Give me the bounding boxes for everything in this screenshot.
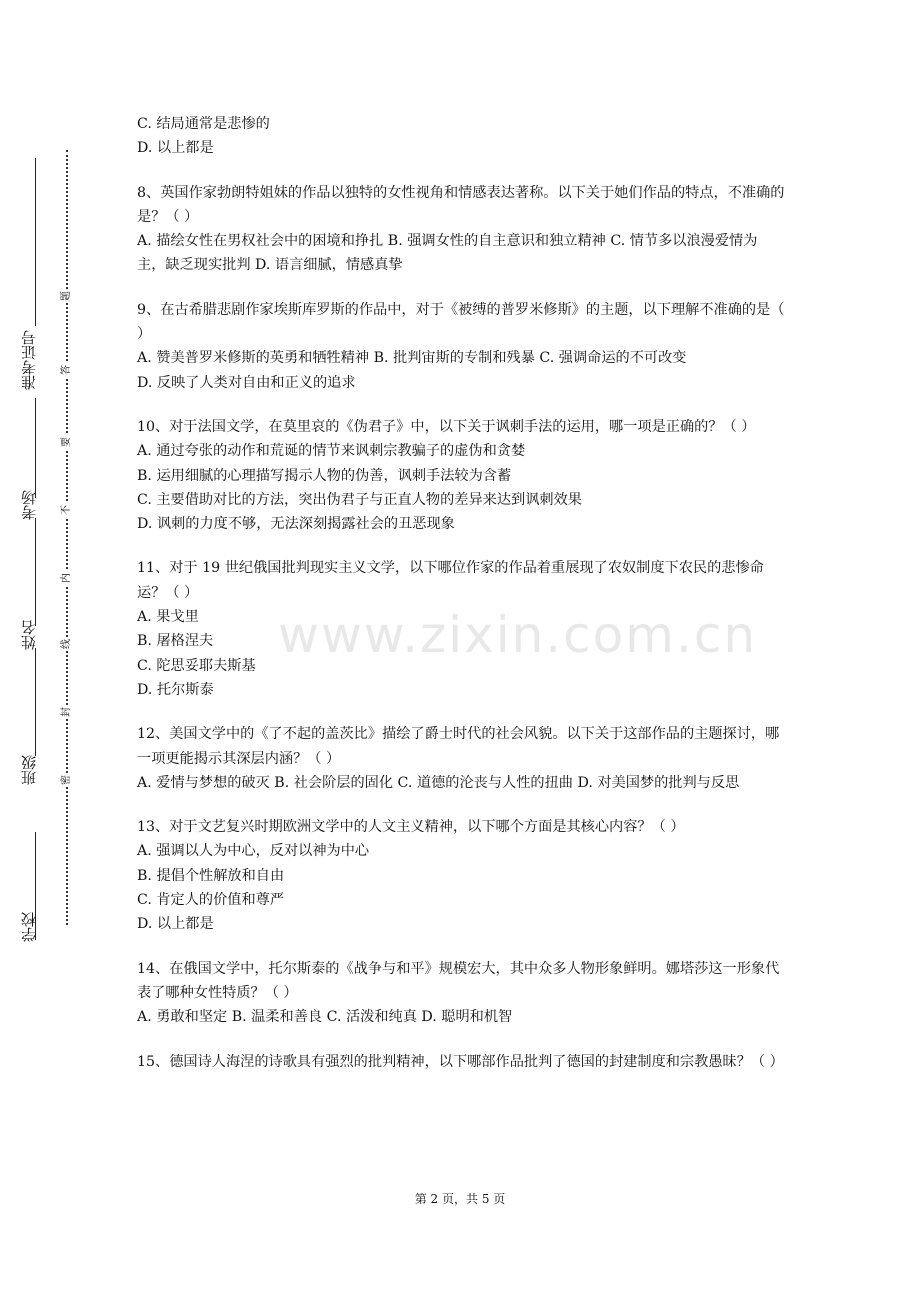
- question-stem: 11、对于 19 世纪俄国批判现实主义文学，以下哪位作家的作品着重展现了农奴制度下农民的悲惨命运？（ ）: [137, 560, 764, 601]
- seal-char-5: 不: [61, 505, 72, 515]
- label-name: 姓名: [20, 620, 38, 650]
- question-13: [137, 815, 785, 936]
- question-11: [137, 556, 785, 702]
- fill-line-name: [35, 518, 36, 626]
- option: A. 强调以人为中心，反对以神为中心: [137, 843, 370, 860]
- question-14: [137, 957, 785, 1030]
- question-8: [137, 181, 785, 278]
- fill-line-class: [35, 648, 36, 756]
- seal-char-3: 线: [61, 639, 72, 649]
- seal-char-4: 内: [61, 573, 72, 583]
- option: A. 果戈里: [137, 609, 199, 626]
- option: D. 讽刺的力度不够，无法深刻揭露社会的丑恶现象: [137, 516, 455, 533]
- question-15: [137, 1050, 785, 1074]
- label-room: 考场: [20, 490, 38, 520]
- option: D. 反映了人类对自由和正义的追求: [137, 374, 356, 391]
- label-school: 学校: [20, 912, 38, 942]
- label-exam-id: 准考证号: [20, 330, 38, 390]
- options: [137, 605, 785, 702]
- question-12: [137, 722, 785, 795]
- option: C. 陀思妥耶夫斯基: [137, 657, 256, 674]
- question-stem: 15、德国诗人海涅的诗歌具有强烈的批判精神，以下哪部作品批判了德国的封建制度和宗教愚昧？（ ）: [137, 1053, 784, 1070]
- option: A. 描绘女性在男权社会中的困境和挣扎 B. 强调女性的自主意识和独立精神 C. 情节多以浪漫爱情为主，缺乏现实批判 D. 语言细腻，情感真挚: [137, 233, 758, 274]
- option: C. 主要借助对比的方法，突出伪君子与正直人物的差异来达到讽刺效果: [137, 491, 582, 508]
- question-stem: 12、美国文学中的《了不起的盖茨比》描绘了爵士时代的社会风貌。以下关于这部作品的主题探讨，哪一项更能揭示其深层内涵？（ ）: [137, 726, 780, 767]
- options: [137, 112, 785, 161]
- option: A. 赞美普罗米修斯的英勇和牺牲精神 B. 批判宙斯的专制和残暴 C. 强调命运的不可改变: [137, 350, 687, 367]
- options: [137, 439, 785, 536]
- option: D. 以上都是: [137, 140, 214, 157]
- question-list: [137, 112, 785, 1094]
- seal-char-7: 答: [61, 365, 72, 375]
- question-7-tail: [137, 112, 785, 161]
- seal-dotted-line: [66, 150, 68, 925]
- options: [137, 1005, 785, 1029]
- watermark: www.zixin.com.cn: [278, 606, 758, 664]
- question-stem: 13、对于文艺复兴时期欧洲文学中的人文主义精神，以下哪个方面是其核心内容？（ ）: [137, 819, 685, 836]
- options: [137, 346, 785, 395]
- question-stem: 14、在俄国文学中，托尔斯泰的《战争与和平》规模宏大，其中众多人物形象鲜明。娜塔莎这一形象代表了哪种女性特质？（ ）: [137, 960, 780, 1001]
- question-stem: 8、英国作家勃朗特姐妹的作品以独特的女性视角和情感表达著称。以下关于她们作品的特点，不准确的是？（ ）: [137, 184, 785, 225]
- options: [137, 839, 785, 936]
- option: D. 以上都是: [137, 916, 214, 933]
- option: B. 提倡个性解放和自由: [137, 867, 285, 884]
- options: [137, 229, 785, 278]
- option: A. 勇敢和坚定 B. 温柔和善良 C. 活泼和纯真 D. 聪明和机智: [137, 1009, 513, 1026]
- seal-char-6: 要: [61, 437, 72, 447]
- label-class: 班级: [20, 755, 38, 785]
- seal-char-2: 封: [61, 707, 72, 717]
- question-stem: 9、在古希腊悲剧作家埃斯库罗斯的作品中，对于《被缚的普罗米修斯》的主题，以下理解不准确的是（ ）: [137, 301, 785, 343]
- seal-char-1: 密: [61, 775, 72, 785]
- option: A. 通过夸张的动作和荒诞的情节来讽刺宗教骗子的虚伪和贪婪: [137, 443, 526, 460]
- option: D. 托尔斯泰: [137, 681, 214, 698]
- question-stem: 10、对于法国文学，在莫里哀的《伪君子》中，以下关于讽刺手法的运用，哪一项是正确的？（ ）: [137, 418, 756, 435]
- seal-char-8: 题: [61, 291, 72, 301]
- options: [137, 771, 785, 795]
- option: B. 屠格涅夫: [137, 633, 214, 650]
- fill-line-id: [35, 158, 36, 326]
- option: A. 爱情与梦想的破灭 B. 社会阶层的固化 C. 道德的沦丧与人性的扭曲 D. 对美国梦的批判与反思: [137, 774, 740, 791]
- fill-line-room: [35, 398, 36, 498]
- option: B. 运用细腻的心理描写揭示人物的伪善，讽刺手法较为含蓄: [137, 467, 512, 484]
- option: C. 肯定人的价值和尊严: [137, 892, 285, 909]
- question-9: [137, 298, 785, 395]
- page-footer: 第 2 页，共 5 页: [414, 1192, 506, 1206]
- option: C. 结局通常是悲惨的: [137, 116, 270, 132]
- question-10: [137, 415, 785, 536]
